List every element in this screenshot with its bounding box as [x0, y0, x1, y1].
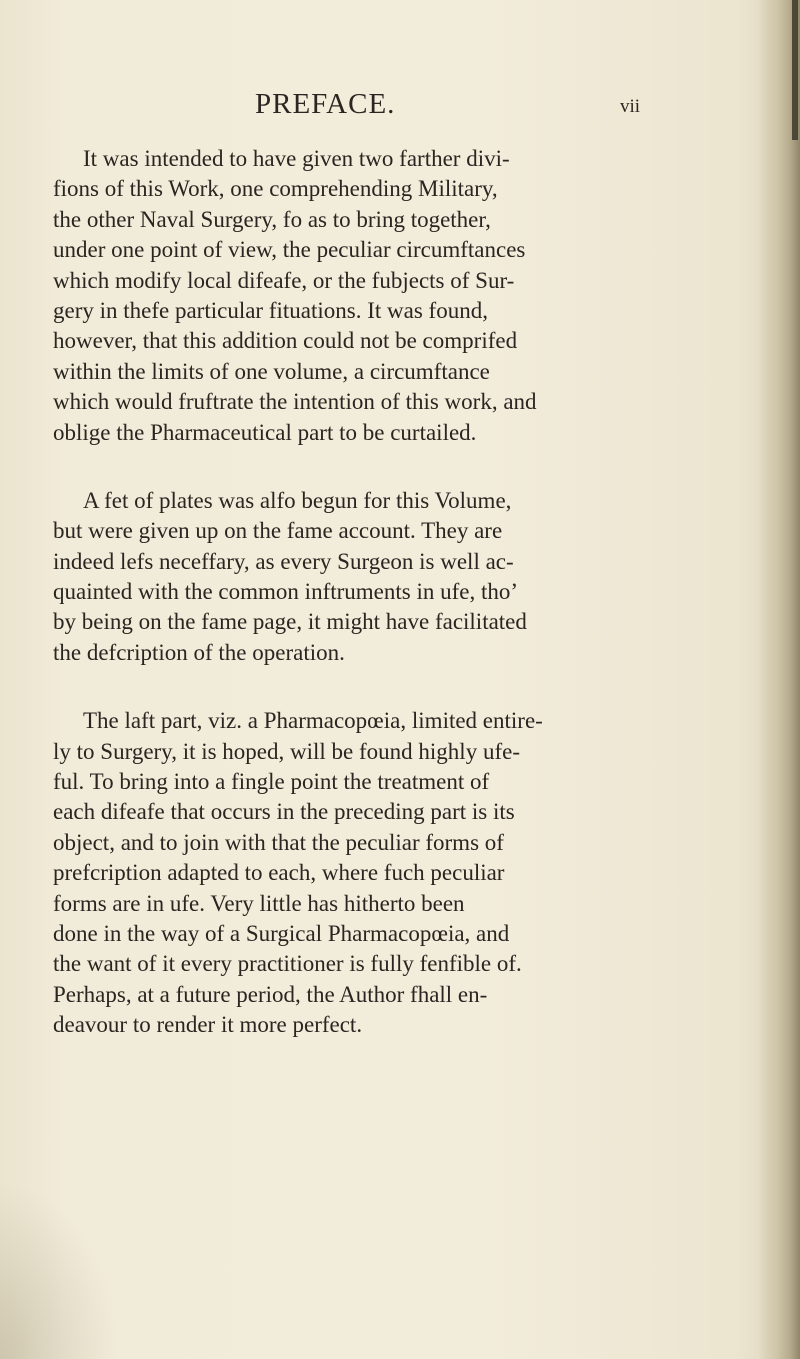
text-line: the defcription of the operation.	[53, 639, 345, 665]
text-line: ly to Surgery, it is hoped, will be found highly ufe-	[53, 738, 520, 764]
paragraph-3	[53, 706, 753, 1040]
text-line: gery in thefe particular fituations. It was found,	[53, 297, 488, 323]
text-line: but were given up on the fame account. They are	[53, 518, 503, 544]
text-line: ful. To bring into a fingle point the treatment of	[53, 769, 490, 795]
text-line: A fet of plates was alfo begun for this Volume,	[83, 487, 512, 513]
text-line: under one point of view, the peculiar circumftances	[53, 237, 526, 263]
text-line: which would fruftrate the intention of this work, and	[53, 389, 537, 415]
text-line: The laft part, viz. a Pharmacopœia, limited entire-	[83, 708, 543, 734]
page-number: vii	[620, 96, 641, 117]
text-line: Perhaps, at a future period, the Author fhall en-	[53, 981, 488, 1007]
text-line: done in the way of a Surgical Pharmacopœia, and	[53, 920, 510, 946]
text-line: which modify local difeafe, or the fubjects of Sur-	[53, 267, 515, 293]
text-line: by being on the fame page, it might have facilitated	[53, 609, 527, 635]
text-line: fions of this Work, one comprehending Military,	[53, 176, 498, 202]
text-line: indeed lefs neceffary, as every Surgeon is well ac-	[53, 548, 514, 574]
body-text	[53, 144, 753, 1079]
text-line: the other Naval Surgery, fo as to bring together,	[53, 206, 491, 232]
page-header	[0, 88, 800, 128]
text-line: deavour to render it more perfect.	[53, 1012, 363, 1038]
text-line: It was intended to have given two farther divi-	[83, 146, 510, 171]
text-line: within the limits of one volume, a circumftance	[53, 358, 490, 384]
text-line: however, that this addition could not be comprifed	[53, 328, 518, 354]
text-line: the want of it every practitioner is fully fenfible of.	[53, 951, 522, 977]
text-line: each difeafe that occurs in the preceding part is its	[53, 799, 515, 825]
text-line: oblige the Pharmaceutical part to be curtailed.	[53, 419, 477, 445]
paragraph-1	[53, 144, 753, 448]
text-line: quainted with the common inftruments in ufe, tho’	[53, 579, 519, 605]
text-line: object, and to join with that the peculiar forms of	[53, 829, 504, 855]
text-line: prefcription adapted to each, where fuch peculiar	[53, 860, 505, 886]
text-line: forms are in ufe. Very little has hitherto been	[53, 890, 465, 916]
page-corner-stain	[0, 1180, 120, 1359]
running-title: PREFACE.	[255, 88, 396, 120]
page-edge-shadow	[758, 0, 800, 1359]
paragraph-2	[53, 486, 753, 668]
